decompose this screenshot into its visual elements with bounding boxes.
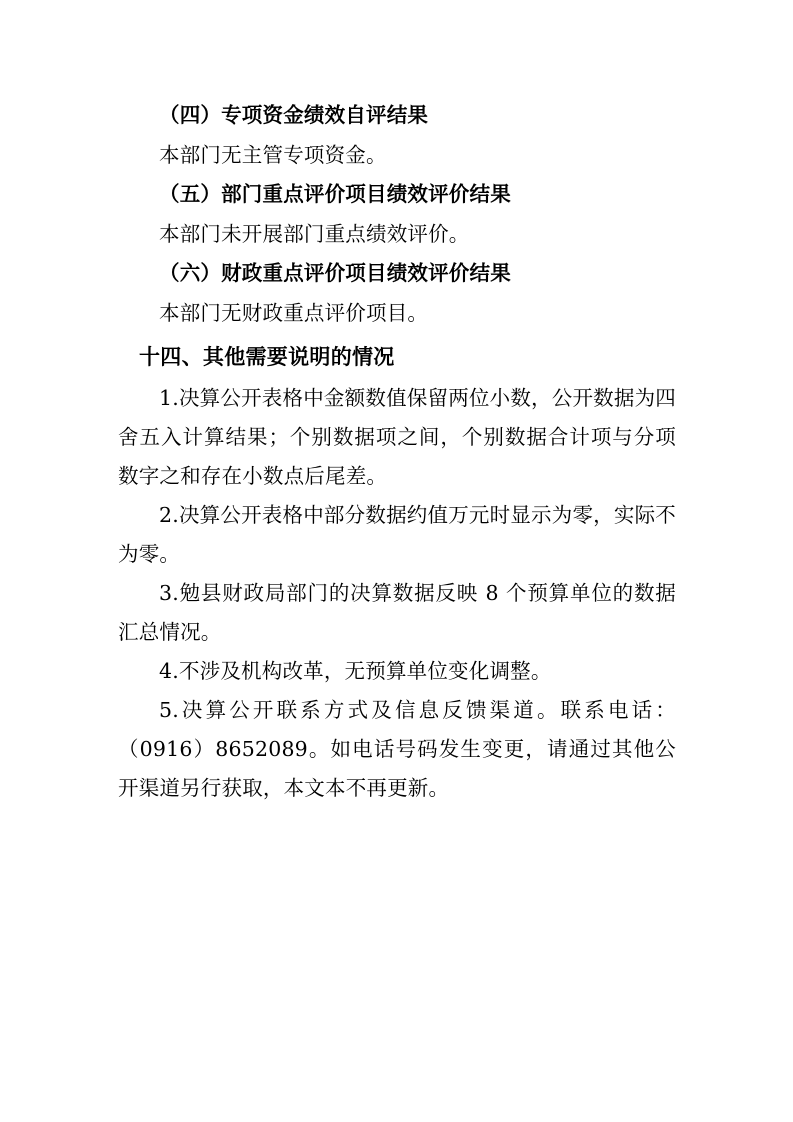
section-heading-five: （五）部门重点评价项目绩效评价结果	[159, 182, 511, 206]
paragraph-no-fiscal-evaluation: 本部门无财政重点评价项目。	[159, 301, 429, 325]
section-heading-six: （六）财政重点评价项目绩效评价结果	[159, 261, 511, 285]
paragraph-no-department-evaluation: 本部门未开展部门重点绩效评价。	[159, 222, 470, 246]
section-heading-fourteen: 十四、其他需要说明的情况	[139, 344, 395, 369]
section-heading-four: （四）专项资金绩效自评结果	[159, 103, 429, 127]
document-body	[118, 96, 676, 808]
paragraph-item-4-no-reform: 4.不涉及机构改革，无预算单位变化调整。	[159, 659, 552, 683]
paragraph-no-special-funds: 本部门无主管专项资金。	[159, 143, 387, 167]
paragraph-item-2-zero-display: 2.决算公开表格中部分数据约值万元时显示为零，实际不为零。	[118, 503, 676, 566]
paragraph-item-3-budget-units: 3.勉县财政局部门的决算数据反映 8 个预算单位的数据汇总情况。	[118, 581, 676, 644]
paragraph-item-1-rounding: 1.决算公开表格中金额数值保留两位小数，公开数据为四舍五入计算结果；个别数据项之间，个别数据合计项与分项数字之和存在小数点后尾差。	[118, 386, 676, 488]
paragraph-item-5-contact: 5.决算公开联系方式及信息反馈渠道。联系电话：（0916）8652089。如电话号码发生变更，请通过其他公开渠道另行获取，本文本不再更新。	[118, 698, 676, 800]
